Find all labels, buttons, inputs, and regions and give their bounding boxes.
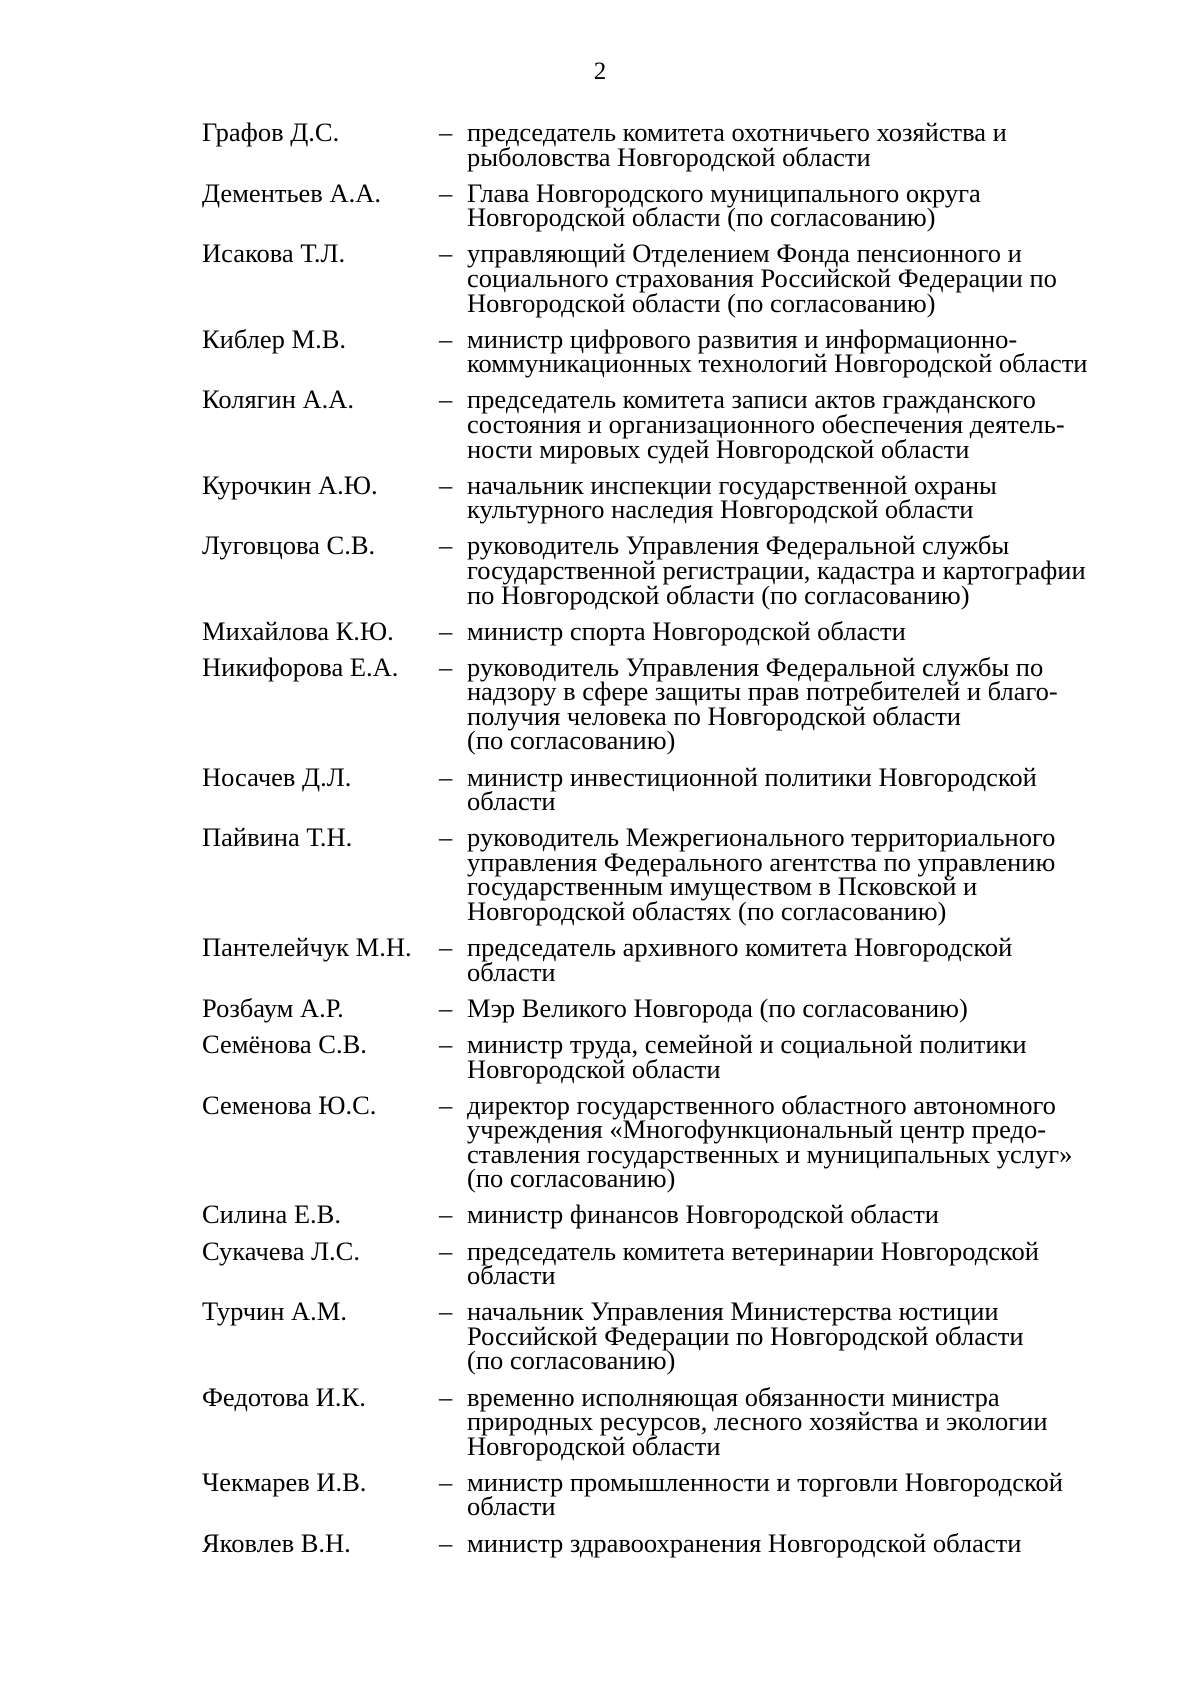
list-item [202, 117, 1122, 172]
dash-separator: – [439, 615, 453, 646]
member-position: председатель комитета ветеринарии Новгородской области [467, 1235, 1039, 1291]
member-position: временно исполняющая обязанности министра природных ресурсов, лесного хозяйства и экологии Новгородской области [467, 1381, 1048, 1461]
member-name: Сукачева Л.С. [202, 1235, 360, 1266]
member-position: министр труда, семейной и социальной политики Новгородской области [467, 1028, 1027, 1084]
member-position: Мэр Великого Новгорода (по согласованию) [467, 992, 968, 1023]
dash-separator: – [439, 1199, 453, 1230]
member-position: министр финансов Новгородской области [467, 1199, 939, 1230]
dash-separator: – [439, 384, 453, 415]
member-name: Графов Д.С. [202, 117, 340, 147]
list-item [202, 1527, 1122, 1558]
member-name: Пантелейчук М.Н. [202, 932, 412, 963]
list-item [202, 1296, 1122, 1376]
dash-separator: – [439, 1466, 453, 1497]
dash-separator: – [439, 1381, 453, 1412]
member-position: министр здравоохранения Новгородской области [467, 1527, 1022, 1558]
list-item [202, 323, 1122, 379]
dash-separator: – [439, 177, 453, 208]
list-item [202, 1381, 1122, 1461]
dash-separator: – [439, 323, 453, 354]
list-item [202, 651, 1122, 756]
dash-separator: – [439, 238, 453, 269]
member-name: Турчин А.М. [202, 1296, 347, 1327]
dash-separator: – [439, 761, 453, 792]
member-position: директор государственного областного автономного учреждения «Многофункциональный центр предо- ставления государственных и муниципальных услуг» (по согласованию) [467, 1089, 1073, 1194]
member-name: Киблер М.В. [202, 323, 347, 354]
list-item [202, 238, 1122, 318]
member-name: Колягин А.А. [202, 384, 355, 415]
dash-separator: – [439, 992, 453, 1023]
member-position: министр спорта Новгородской области [467, 615, 906, 646]
member-position: руководитель Управления Федеральной службы государственной регистрации, кадастра и картографии по Новгородской области (по согласованию) [467, 530, 1086, 610]
list-item [202, 384, 1122, 464]
dash-separator: – [439, 1296, 453, 1327]
member-name: Чекмарев И.В. [202, 1466, 367, 1497]
page-number: 2 [593, 58, 607, 85]
member-position: руководитель Управления Федеральной службы по надзору в сфере защиты прав потребителей и благо- получия человека по Новгородской области (по согласованию) [467, 651, 1058, 756]
list-item [202, 530, 1122, 610]
dash-separator: – [439, 1235, 453, 1266]
member-name: Исакова Т.Л. [202, 238, 346, 269]
dash-separator: – [439, 469, 453, 500]
list-item [202, 177, 1122, 233]
member-name: Семёнова С.В. [202, 1028, 367, 1059]
list-item [202, 1089, 1122, 1194]
dash-separator: – [439, 1527, 453, 1558]
member-name: Носачев Д.Л. [202, 761, 352, 792]
dash-separator: – [439, 651, 453, 682]
dash-separator: – [439, 117, 453, 147]
member-name: Яковлев В.Н. [202, 1527, 351, 1558]
list-item [202, 761, 1122, 817]
member-position: министр инвестиционной политики Новгородской области [467, 761, 1037, 817]
list-item [202, 1466, 1122, 1522]
list-item [202, 469, 1122, 525]
list-item [202, 615, 1122, 646]
member-position: председатель комитета записи актов гражданского состояния и организационного обеспечения деятель- ности мировых судей Новгородской области [467, 384, 1065, 464]
member-position: министр цифрового развития и информационно- коммуникационных технологий Новгородской области [467, 323, 1088, 379]
member-position: председатель архивного комитета Новгородской области [467, 932, 1013, 987]
dash-separator: – [439, 530, 453, 561]
member-name: Федотова И.К. [202, 1381, 366, 1412]
list-item [202, 932, 1122, 987]
member-position: Глава Новгородского муниципального округа Новгородской области (по согласованию) [467, 177, 981, 233]
dash-separator: – [439, 1028, 453, 1059]
member-position: управляющий Отделением Фонда пенсионного и социального страхования Российской Федерации по Новгородской области (по согласованию) [467, 238, 1057, 318]
list-item [202, 992, 1122, 1023]
list-item [202, 822, 1122, 927]
member-name: Пайвина Т.Н. [202, 822, 353, 853]
dash-separator: – [439, 1089, 453, 1120]
member-name: Дементьев А.А. [202, 177, 381, 208]
member-name: Семенова Ю.С. [202, 1089, 377, 1120]
member-name: Курочкин А.Ю. [202, 469, 378, 500]
member-position: руководитель Межрегионального территориального управления Федерального агентства по управлению государственным имуществом в Псковской и Новгородской областях (по согласованию) [467, 822, 1056, 927]
member-list [202, 117, 1122, 1567]
member-position: министр промышленности и торговли Новгородской области [467, 1466, 1063, 1522]
member-name: Силина Е.В. [202, 1199, 341, 1230]
list-item [202, 1235, 1122, 1291]
member-position: председатель комитета охотничьего хозяйства и рыболовства Новгородской области [467, 117, 1007, 172]
member-position: начальник инспекции государственной охраны культурного наследия Новгородской области [467, 469, 997, 525]
member-name: Никифорова Е.А. [202, 651, 399, 682]
list-item [202, 1028, 1122, 1084]
dash-separator: – [439, 932, 453, 963]
list-item [202, 1199, 1122, 1230]
dash-separator: – [439, 822, 453, 853]
member-name: Розбаум А.Р. [202, 992, 344, 1023]
member-name: Михайлова К.Ю. [202, 615, 394, 646]
member-position: начальник Управления Министерства юстиции Российской Федерации по Новгородской области (по согласованию) [467, 1296, 1024, 1376]
member-name: Луговцова С.В. [202, 530, 376, 561]
